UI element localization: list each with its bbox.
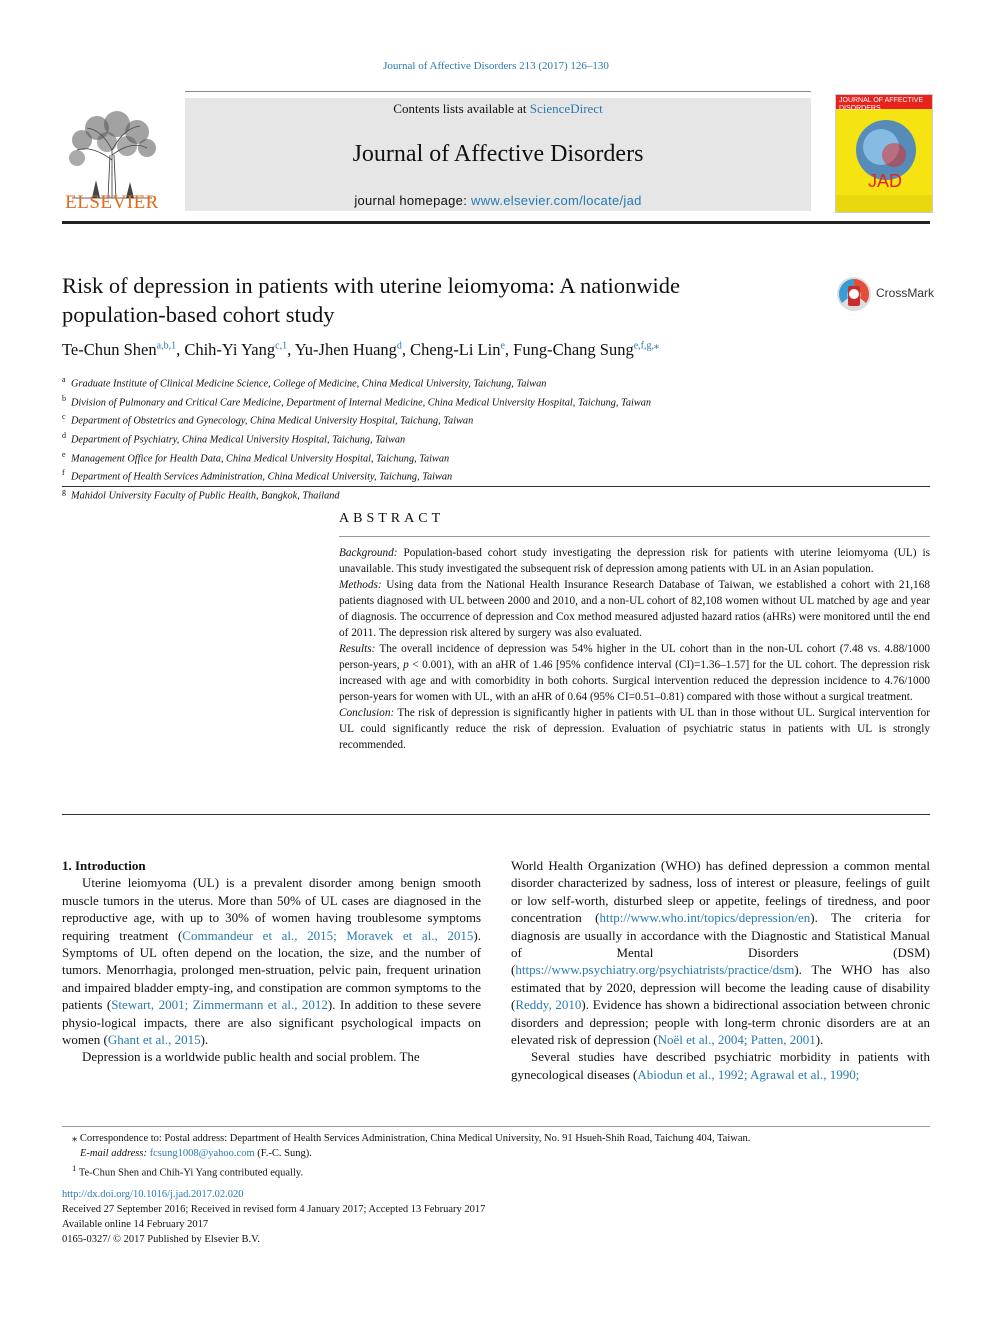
- paragraph: Uterine leiomyoma (UL) is a prevalent disorder among benign smooth muscle tumors in the uterus. More than 50% of UL cases are diagnosed in the reproductive age, with up to 30% of women having troublesome symptoms requiring treatment (Commandeur et al., 2015; Moravek et al., 2015). Symptoms of UL often depend on the location, the size, and the number of tumors. Menorrhagia, prolonged men-struation, pelvic pain, frequent urination and impaired bladder empty-ing, and constipation are common symptoms to the patients (Stewart, 2001; Zimmermann et al., 2012). In addition to these severe physio-logical impacts, there are also significant psychological impacts on women (Ghant et al., 2015).: [62, 875, 481, 1048]
- header-top-rule: [185, 91, 811, 92]
- cover-title: JOURNAL OF AFFECTIVE DISORDERS: [839, 97, 924, 112]
- homepage-link[interactable]: www.elsevier.com/locate/jad: [471, 193, 642, 208]
- homepage-prefix: journal homepage:: [354, 193, 472, 208]
- affiliation-item: $^f$ Department of Health Services Administration, China Medical University, Taichung, Taiwan: [62, 468, 453, 483]
- reference-link[interactable]: Reddy, 2010: [515, 997, 582, 1013]
- affiliation-item: $^e$ Management Office for Health Data, China Medical University Hospital, Taichung, Taiwan: [62, 449, 450, 464]
- journal-cover-image[interactable]: [835, 94, 933, 213]
- affiliation-item: $^b$ Division of Pulmonary and Critical Care Medicine, Department of Internal Medicine, China Medical University Hospital, Taichung, Taiwan: [62, 393, 652, 409]
- email-note: E-mail address: fcsung1008@yahoo.com (F.-C. Sung).: [80, 1148, 312, 1159]
- affiliation-item: $^c$ Department of Obstetrics and Gynecology, China Medical University Hospital, Taichung, Taiwan: [62, 412, 474, 427]
- footnote-rule: [62, 1126, 930, 1127]
- email-link[interactable]: fcsung1008@yahoo.com: [149, 1148, 255, 1159]
- section-heading: 1. Introduction: [62, 858, 146, 873]
- cover-abbrev: JAD: [868, 171, 903, 191]
- reference-link[interactable]: Noël et al., 2004; Patten, 2001: [657, 1032, 816, 1048]
- online-date: Available online 14 February 2017: [62, 1219, 209, 1230]
- affiliation-item: $^a$ Graduate Institute of Clinical Medicine Science, College of Medicine, China Medical University, Taichung, Taiwan: [62, 375, 547, 390]
- author-affiliation-marker[interactable]: a,b,1: [156, 340, 177, 352]
- affiliation-item: $^g$ Mahidol University Faculty of Public Health, Bangkok, Thailand: [62, 486, 340, 502]
- footnotes: [62, 1131, 930, 1181]
- abstract-results: Results: The overall incidence of depression was 54% higher in the UL cohort than in the non-UL cohort (7.48 vs. 4.88/1000 person-years, p < 0.001), with an aHR of 1.46 [95% confidence interval (CI)=1.36–1.57] for the UL cohort. The depression risk increased with age and with comorbidity in both cohorts. Surgical intervention reduced the depression incidence to 4.76/1000 person-years for women with UL, with an aHR of 0.64 (95% CI=0.51–0.81) compared with those without a surgical treatment.: [339, 643, 930, 703]
- journal-citation[interactable]: Journal of Affective Disorders 213 (2017) 126–130: [383, 60, 609, 72]
- paragraph: Depression is a worldwide public health and social problem. The: [82, 1049, 420, 1065]
- paragraph: World Health Organization (WHO) has defined depression a common mental disorder characterized by sadness, loss of interest or pleasure, feelings of guilt or low self-worth, disturbed sleep or appetite, feelings of tiredness, and poor concentration (http://www.who.int/topics/depression/en). The criteria for diagnosis are usually in accordance with the Diagnostic and Statistical Manual of Mental Disorders (DSM) (https://www.psychiatry.org/psychiatrists/practice/dsm). The WHO has also estimated that by 2020, depression will become the leading cause of disability (Reddy, 2010). Evidence has shown a bidirectional association between chronic disorders and depression; people with long-term chronic disorders are at an elevated risk of depression (Noël et al., 2004; Patten, 2001).: [511, 858, 930, 1048]
- crossmark-icon: [836, 276, 872, 312]
- url-link[interactable]: https://www.psychiatry.org/psychiatrists/practice/dsm: [515, 962, 795, 978]
- paragraph: Several studies have described psychiatric morbidity in patients with gynecological diseases (Abiodun et al., 1992; Agrawal et al., 1990;: [511, 1049, 930, 1082]
- body-column-right: [511, 857, 930, 1083]
- equal-contribution-note: $^1$ Te-Chun Shen and Chih-Yi Yang contributed equally.: [72, 1163, 304, 1179]
- author-affiliation-marker[interactable]: d: [396, 340, 402, 352]
- sciencedirect-link[interactable]: ScienceDirect: [529, 101, 603, 116]
- divider-rule: [62, 486, 930, 487]
- reference-link[interactable]: Ghant et al., 2015: [107, 1032, 201, 1048]
- author-affiliation-marker[interactable]: e: [500, 340, 505, 352]
- author-list: Te-Chun Shen$^{a,b,1}$, Chih-Yi Yang$^{c,1}$, Yu-Jhen Huang$^d$, Cheng-Li Lin$^e$, Fung-Chang Sung$^{e,f,g,⁎}$: [62, 340, 659, 359]
- url-link[interactable]: http://www.who.int/topics/depression/en: [599, 910, 811, 926]
- article-title: [62, 271, 802, 329]
- author-name[interactable]: Yu-Jhen Huang: [294, 340, 397, 359]
- crossmark-label: CrossMark: [876, 286, 935, 300]
- abstract-conclusion: Conclusion: The risk of depression is significantly higher in patients with UL than in those without UL. Surgical intervention for UL could significantly reduce the risk of depression. Evaluation of psychiatric status in patients with UL is strongly recommended.: [339, 707, 930, 751]
- correspondence-note: ⁎ Correspondence to: Postal address: Department of Health Services Administration, China Medical University, No. 91 Hsueh-Shih Road, Taichung 404, Taiwan.: [72, 1133, 751, 1144]
- author-name[interactable]: Chih-Yi Yang: [184, 340, 276, 359]
- divider-rule: [62, 814, 930, 815]
- author-affiliation-marker[interactable]: e,f,g,⁎: [633, 340, 659, 352]
- copyright: 0165-0327/ © 2017 Published by Elsevier B.V.: [62, 1234, 260, 1245]
- journal-title: Journal of Affective Disorders: [352, 141, 644, 167]
- author-name[interactable]: Fung-Chang Sung: [513, 340, 634, 359]
- affiliation-item: $^d$ Department of Psychiatry, China Medical University Hospital, Taichung, Taiwan: [62, 430, 406, 446]
- contents-line: [185, 101, 811, 117]
- title-line-2: population-based cohort study: [62, 302, 335, 327]
- affiliation-list: [62, 373, 930, 503]
- reference-link[interactable]: Commandeur et al., 2015; Moravek et al., 2015: [182, 927, 474, 943]
- body-column-left: [62, 857, 481, 1066]
- abstract-background: Background: Population-based cohort study investigating the depression risk for patients with uterine leiomyoma (UL) is unavailable. This study investigated the subsequent risk of depression among patients with UL in an Asian population.: [339, 547, 930, 575]
- doi-link[interactable]: http://dx.doi.org/10.1016/j.jad.2017.02.020: [62, 1189, 244, 1200]
- header-thick-rule: [62, 221, 930, 224]
- reference-link[interactable]: Abiodun et al., 1992; Agrawal et al., 1990;: [637, 1066, 860, 1082]
- abstract-body: [339, 545, 930, 753]
- received-dates: Received 27 September 2016; Received in revised form 4 January 2017; Accepted 13 February 2017: [62, 1204, 486, 1215]
- author-name[interactable]: Te-Chun Shen: [62, 340, 157, 359]
- crossmark-button[interactable]: [836, 276, 936, 312]
- contents-prefix: Contents lists available at: [393, 101, 530, 116]
- abstract-methods: Methods: Using data from the National Health Insurance Research Database of Taiwan, we established a cohort with 21,168 patients diagnosed with UL between 2000 and 2010, and a non-UL cohort of 82,108 women without UL matched by age and year of diagnosis. The occurrence of depression and Cox method measured adjusted hazard ratios (aHRs) were monitored until the end of 2011. The depression risk altered by surgery was also evaluated.: [339, 579, 930, 639]
- abstract-heading: ABSTRACT: [339, 511, 445, 526]
- homepage-line: [185, 193, 811, 208]
- elsevier-wordmark: ELSEVIER: [65, 192, 159, 213]
- title-line-1: Risk of depression in patients with uterine leiomyoma: A nationwide: [62, 273, 681, 298]
- reference-link[interactable]: Stewart, 2001; Zimmermann et al., 2012: [111, 997, 328, 1013]
- article-meta: [62, 1187, 930, 1247]
- abstract-rule: [339, 536, 930, 537]
- author-affiliation-marker[interactable]: c,1: [275, 340, 288, 352]
- author-name[interactable]: Cheng-Li Lin: [410, 340, 501, 359]
